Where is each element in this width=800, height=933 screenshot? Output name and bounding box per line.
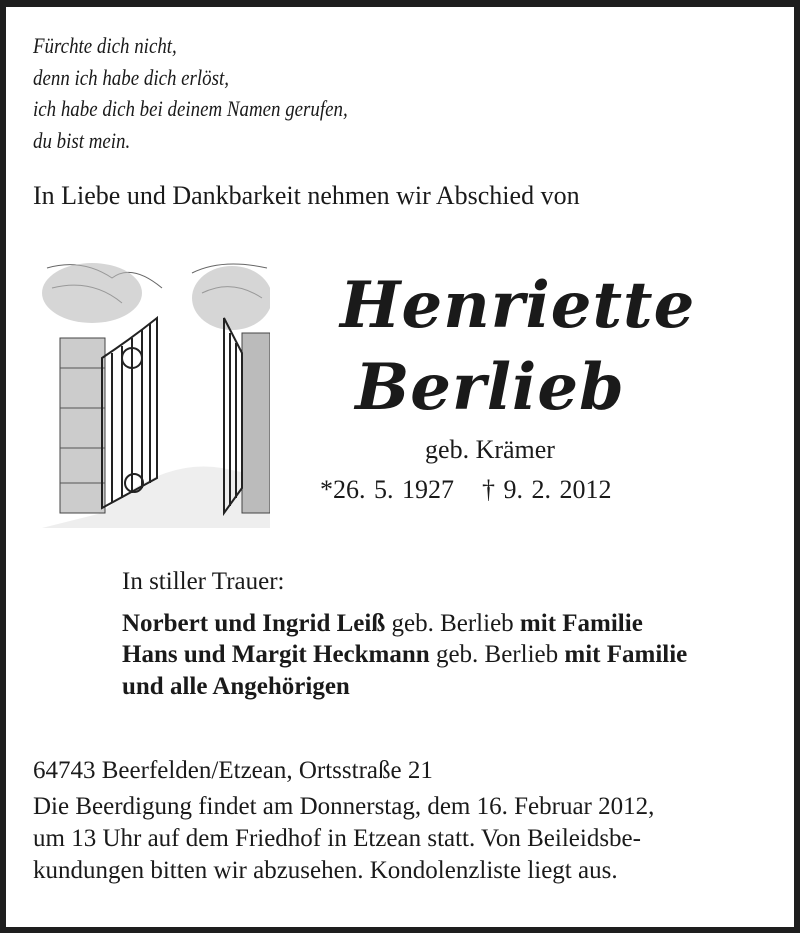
poem-line: du bist mein. xyxy=(33,127,131,153)
poem xyxy=(33,30,348,156)
mourner-maiden: geb. Berlieb xyxy=(429,641,565,668)
death-date: † 9. 2. 2012 xyxy=(482,475,612,504)
maiden-name: geb. Krämer xyxy=(425,435,555,464)
address: 64743 Beerfelden/Etzean, Ortsstraße 21 xyxy=(33,757,433,784)
mourners-heading: In stiller Trauer: xyxy=(122,568,285,595)
mourner-line xyxy=(122,641,687,669)
funeral-line: um 13 Uhr auf dem Friedhof in Etzean statt. Von Beileidsbe- xyxy=(33,825,641,852)
birth-date: *26. 5. 1927 xyxy=(320,475,454,504)
garden-gate-image xyxy=(42,258,270,528)
mourner-family: mit Familie xyxy=(564,641,688,668)
mourner-family: mit Familie xyxy=(519,610,643,637)
funeral-line: kundungen bitten wir abzusehen. Kondolenzliste liegt aus. xyxy=(33,857,618,884)
life-dates xyxy=(320,475,640,505)
mourner-maiden: geb. Berlieb xyxy=(385,610,520,637)
deceased-last-name: Berlieb xyxy=(355,350,625,425)
intro-text: In Liebe und Dankbarkeit nehmen wir Abschied von xyxy=(33,181,580,210)
poem-line: ich habe dich bei deinem Namen gerufen, xyxy=(33,96,348,121)
mourner-names: Hans und Margit Heckmann xyxy=(122,641,430,668)
poem-line: denn ich habe dich erlöst, xyxy=(33,64,229,90)
mourner-line xyxy=(122,610,643,638)
mourner-line xyxy=(122,673,350,701)
deceased-first-name: Henriette xyxy=(340,268,696,343)
poem-line: Fürchte dich nicht, xyxy=(33,33,177,58)
mourner-names: Norbert und Ingrid Leiß xyxy=(122,610,386,637)
funeral-line: Die Beerdigung findet am Donnerstag, dem 16. Februar 2012, xyxy=(33,793,655,820)
mourner-names: und alle Angehörigen xyxy=(122,673,350,700)
